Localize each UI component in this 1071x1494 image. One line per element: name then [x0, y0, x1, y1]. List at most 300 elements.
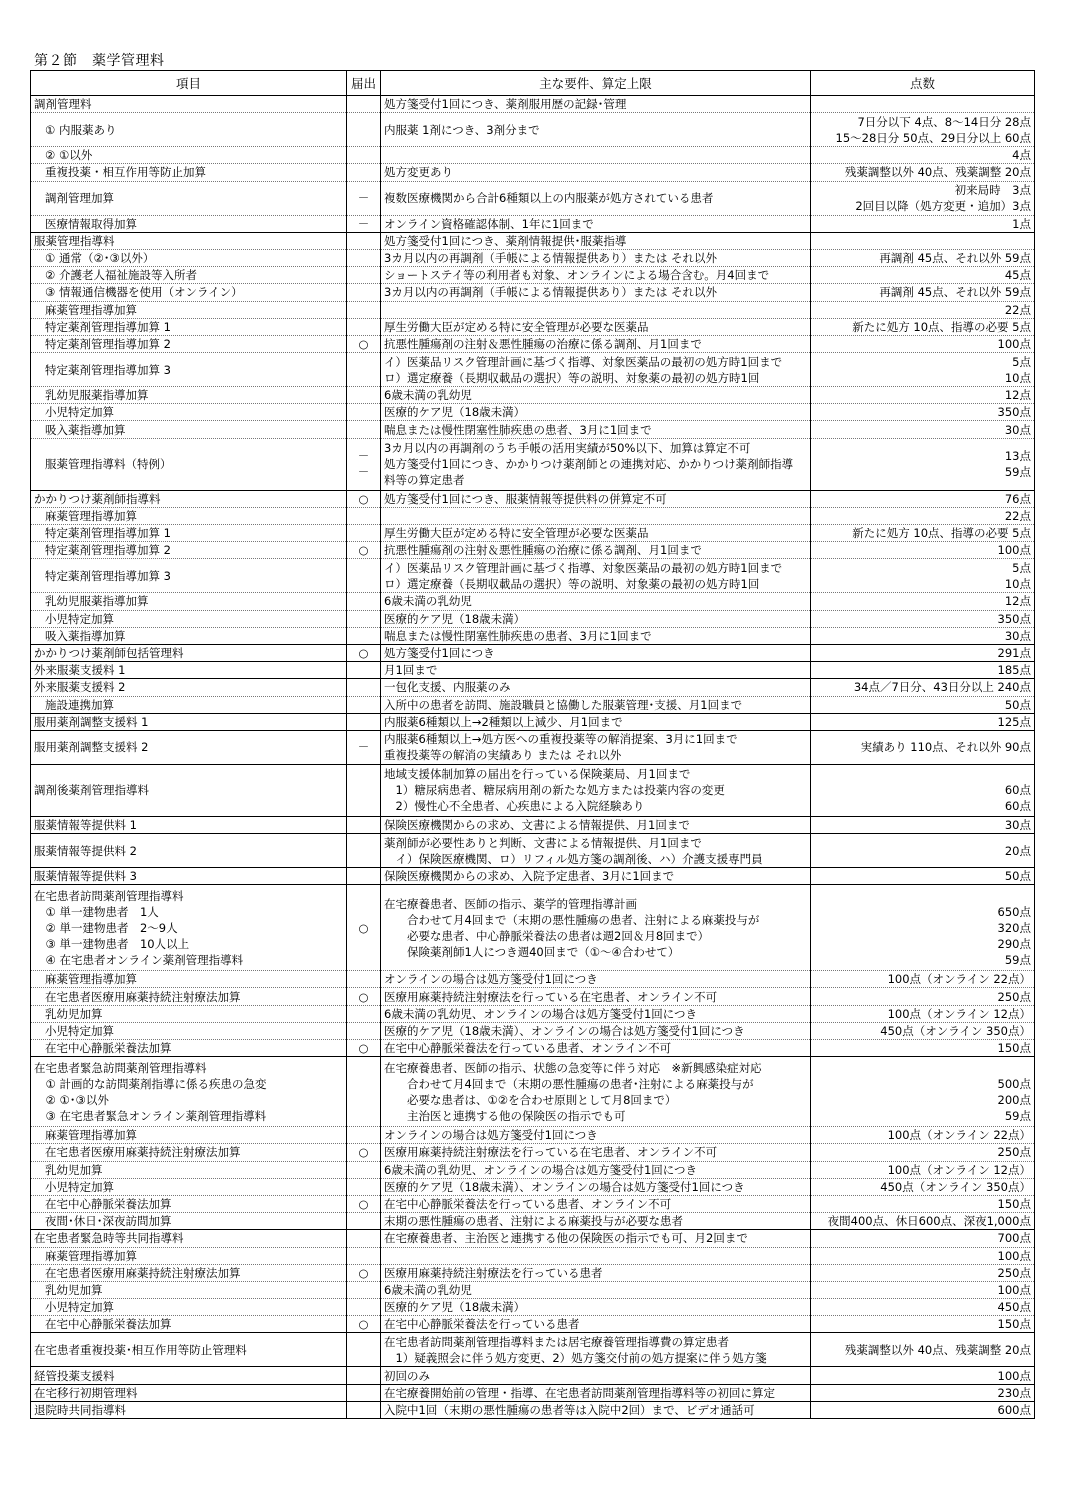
points-cell: 650点 320点 290点 59点	[811, 885, 1035, 971]
requirement-cell: 6歳未満の乳幼児	[381, 1281, 811, 1298]
points-cell: 45点	[811, 267, 1035, 284]
notify-cell	[347, 1230, 381, 1247]
table-row	[31, 284, 1035, 301]
requirement-cell: 処方箋受付1回につき、薬剤服用歴の記録･管理	[381, 96, 811, 113]
table-row	[31, 301, 1035, 318]
notify-cell	[347, 147, 381, 164]
notify-cell	[347, 387, 381, 404]
item-cell: 乳幼児加算	[31, 1005, 347, 1022]
points-cell: 76点	[811, 490, 1035, 507]
points-cell	[811, 96, 1035, 113]
item-cell: 吸入薬指導加算	[31, 421, 347, 438]
table-row	[31, 249, 1035, 266]
notify-cell	[347, 610, 381, 627]
points-cell: 100点	[811, 1281, 1035, 1298]
requirement-cell: 在宅中心静脈栄養法を行っている患者、オンライン不可	[381, 1195, 811, 1212]
table-row	[31, 147, 1035, 164]
points-cell: 再調剤 45点、それ以外 59点	[811, 249, 1035, 266]
table-row	[31, 1401, 1035, 1418]
fee-table	[30, 70, 1035, 1419]
item-cell: 乳幼児加算	[31, 1281, 347, 1298]
table-row	[31, 353, 1035, 387]
table-row	[31, 335, 1035, 352]
points-cell: 20点	[811, 834, 1035, 868]
points-cell: 残薬調整以外 40点、残薬調整 20点	[811, 1333, 1035, 1367]
requirement-cell: 3カ月以内の再調剤（手帳による情報提供あり）または それ以外	[381, 284, 811, 301]
points-cell: 初来局時 3点 2回目以降（処方変更・追加）3点	[811, 181, 1035, 215]
item-cell: 乳幼児服薬指導加算	[31, 387, 347, 404]
item-cell: 調剤後薬剤管理指導料	[31, 764, 347, 816]
notify-cell: ○	[347, 335, 381, 352]
table-row	[31, 1144, 1035, 1161]
notify-cell	[347, 1333, 381, 1367]
table-row	[31, 318, 1035, 335]
item-cell: 麻薬管理指導加算	[31, 301, 347, 318]
header-row	[31, 71, 1035, 96]
points-cell	[811, 232, 1035, 249]
notify-cell	[347, 353, 381, 387]
requirement-cell: 処方箋受付1回につき、薬剤情報提供･服薬指導	[381, 232, 811, 249]
notify-cell	[347, 971, 381, 988]
notify-cell	[347, 1384, 381, 1401]
points-cell: 250点	[811, 988, 1035, 1005]
requirement-cell: 抗悪性腫瘍剤の注射＆悪性腫瘍の治療に係る調剤、月1回まで	[381, 542, 811, 559]
table-body	[31, 96, 1035, 1419]
notify-cell	[347, 662, 381, 679]
table-row	[31, 1040, 1035, 1057]
notify-cell: －	[347, 215, 381, 232]
points-cell: 291点	[811, 644, 1035, 661]
notify-cell	[347, 1213, 381, 1230]
item-cell: 在宅患者緊急訪問薬剤管理指導料 ① 計画的な訪問薬剤指導に係る疾患の急変 ② ①･③以外 ③ 在宅患者緊急オンライン薬剤管理指導料	[31, 1057, 347, 1127]
item-cell: 特定薬剤管理指導加算 3	[31, 559, 347, 593]
requirement-cell: イ）医薬品リスク管理計画に基づく指導、対象医薬品の最初の処方時1回まで ロ）選定療養（長期収載品の選択）等の説明、対象薬の最初の処方時1回	[381, 353, 811, 387]
notify-cell	[347, 96, 381, 113]
requirement-cell: 3カ月以内の再調剤（手帳による情報提供あり）または それ以外	[381, 249, 811, 266]
table-row	[31, 764, 1035, 816]
item-cell: 特定薬剤管理指導加算 1	[31, 318, 347, 335]
item-cell: 麻薬管理指導加算	[31, 507, 347, 524]
table-row	[31, 1264, 1035, 1281]
requirement-cell: 内服薬6種類以上→処方医への重複投薬等の解消提案、3月に1回まで 重複投薬等の解消の実績あり または それ以外	[381, 730, 811, 764]
requirement-cell: 在宅患者訪問薬剤管理指導料または居宅療養管理指導費の算定患者 1）疑義照会に伴う処方変更、2）処方箋交付前の処方提案に伴う処方箋	[381, 1333, 811, 1367]
notify-cell	[347, 559, 381, 593]
item-cell: 在宅中心静脈栄養法加算	[31, 1316, 347, 1333]
points-cell: 22点	[811, 507, 1035, 524]
item-cell: 医療情報取得加算	[31, 215, 347, 232]
requirement-cell: 医療的ケア児（18歳未満）	[381, 404, 811, 421]
item-cell: 在宅患者訪問薬剤管理指導料 ① 単一建物患者 1人 ② 単一建物患者 2～9人 ③ 単一建物患者 10人以上 ④ 在宅患者オンライン薬剤管理指導料	[31, 885, 347, 971]
header-requirements: 主な要件、算定上限	[381, 71, 811, 96]
requirement-cell: 6歳未満の乳幼児、オンラインの場合は処方箋受付1回につき	[381, 1005, 811, 1022]
item-cell: 外来服薬支援料 1	[31, 662, 347, 679]
notify-cell	[347, 1367, 381, 1384]
points-cell: 185点	[811, 662, 1035, 679]
points-cell: 100点	[811, 1367, 1035, 1384]
item-cell: 特定薬剤管理指導加算 3	[31, 353, 347, 387]
item-cell: 小児特定加算	[31, 1022, 347, 1039]
item-cell: 服用薬剤調整支援料 2	[31, 730, 347, 764]
notify-cell	[347, 1022, 381, 1039]
points-cell: 500点 200点 59点	[811, 1057, 1035, 1127]
table-row	[31, 96, 1035, 113]
table-row	[31, 164, 1035, 181]
points-cell: 12点	[811, 387, 1035, 404]
requirement-cell: 一包化支援、内服薬のみ	[381, 679, 811, 696]
requirement-cell: 処方箋受付1回につき	[381, 644, 811, 661]
item-cell: 在宅患者医療用麻薬持続注射療法加算	[31, 1264, 347, 1281]
table-row	[31, 1281, 1035, 1298]
points-cell: 1点	[811, 215, 1035, 232]
requirement-cell: 在宅療養患者、医師の指示、状態の急変等に伴う対応 ※新興感染症対応 合わせて月4回まで（末期の悪性腫瘍の患者･注射による麻薬投与が 必要な患者は、①②を合わせ原則として月8回まで） 主治医と連携する他の保険医の指示でも可	[381, 1057, 811, 1127]
notify-cell	[347, 404, 381, 421]
table-row	[31, 387, 1035, 404]
table-row	[31, 525, 1035, 542]
requirement-cell: 処方箋受付1回につき、服薬情報等提供料の併算定不可	[381, 490, 811, 507]
points-cell: 残薬調整以外 40点、残薬調整 20点	[811, 164, 1035, 181]
requirement-cell: 在宅中心静脈栄養法を行っている患者、オンライン不可	[381, 1040, 811, 1057]
notify-cell	[347, 593, 381, 610]
table-row	[31, 542, 1035, 559]
table-row	[31, 181, 1035, 215]
table-row	[31, 232, 1035, 249]
item-cell: 調剤管理加算	[31, 181, 347, 215]
requirement-cell: 医療的ケア児（18歳未満）	[381, 1299, 811, 1316]
points-cell: 125点	[811, 713, 1035, 730]
table-row	[31, 696, 1035, 713]
points-cell: 250点	[811, 1144, 1035, 1161]
table-row	[31, 1247, 1035, 1264]
table-row	[31, 1195, 1035, 1212]
requirement-cell: オンラインの場合は処方箋受付1回につき	[381, 971, 811, 988]
section-title: 第２節 薬学管理料	[34, 53, 165, 69]
points-cell: 50点	[811, 868, 1035, 885]
requirement-cell: 月1回まで	[381, 662, 811, 679]
table-row	[31, 438, 1035, 490]
item-cell: 在宅患者重複投薬･相互作用等防止管理料	[31, 1333, 347, 1367]
requirement-cell: 保険医療機関からの求め、入院予定患者、3月に1回まで	[381, 868, 811, 885]
table-row	[31, 507, 1035, 524]
item-cell: 退院時共同指導料	[31, 1401, 347, 1418]
table-row	[31, 1316, 1035, 1333]
requirement-cell: 医療的ケア児（18歳未満）、オンラインの場合は処方箋受付1回につき	[381, 1178, 811, 1195]
requirement-cell: 在宅中心静脈栄養法を行っている患者	[381, 1316, 811, 1333]
notify-cell: ○	[347, 1040, 381, 1057]
notify-cell	[347, 525, 381, 542]
table-row	[31, 1178, 1035, 1195]
item-cell: 在宅移行初期管理料	[31, 1384, 347, 1401]
table-row	[31, 1005, 1035, 1022]
requirement-cell: オンラインの場合は処方箋受付1回につき	[381, 1127, 811, 1144]
points-cell: 100点（オンライン 22点）	[811, 1127, 1035, 1144]
notify-cell	[347, 1247, 381, 1264]
points-cell: 22点	[811, 301, 1035, 318]
item-cell: 乳幼児加算	[31, 1161, 347, 1178]
requirement-cell: 入所中の患者を訪問、施設職員と協働した服薬管理･支援、月1回まで	[381, 696, 811, 713]
points-cell: 新たに処方 10点、指導の必要 5点	[811, 318, 1035, 335]
item-cell: 吸入薬指導加算	[31, 627, 347, 644]
item-cell: 特定薬剤管理指導加算 2	[31, 542, 347, 559]
points-cell: 30点	[811, 421, 1035, 438]
notify-cell	[347, 1281, 381, 1298]
table-row	[31, 593, 1035, 610]
notify-cell	[347, 1127, 381, 1144]
requirement-cell: 内服薬 1剤につき、3剤分まで	[381, 113, 811, 147]
points-cell: 600点	[811, 1401, 1035, 1418]
table-row	[31, 421, 1035, 438]
item-cell: 重複投薬・相互作用等防止加算	[31, 164, 347, 181]
table-row	[31, 490, 1035, 507]
table-row	[31, 1213, 1035, 1230]
requirement-cell	[381, 147, 811, 164]
item-cell: 小児特定加算	[31, 610, 347, 627]
points-cell: 7日分以下 4点、8～14日分 28点 15～28日分 50点、29日分以上 60点	[811, 113, 1035, 147]
notify-cell	[347, 113, 381, 147]
item-cell: ③ 情報通信機器を使用（オンライン）	[31, 284, 347, 301]
table-row	[31, 113, 1035, 147]
notify-cell	[347, 301, 381, 318]
table-row	[31, 1333, 1035, 1367]
table-row	[31, 834, 1035, 868]
requirement-cell: 厚生労働大臣が定める特に安全管理が必要な医薬品	[381, 525, 811, 542]
item-cell: 服薬情報等提供料 2	[31, 834, 347, 868]
points-cell: 150点	[811, 1316, 1035, 1333]
points-cell: 夜間400点、休日600点、深夜1,000点	[811, 1213, 1035, 1230]
points-cell: 230点	[811, 1384, 1035, 1401]
points-cell: 100点	[811, 542, 1035, 559]
requirement-cell: 抗悪性腫瘍剤の注射＆悪性腫瘍の治療に係る調剤、月1回まで	[381, 335, 811, 352]
item-cell: 乳幼児服薬指導加算	[31, 593, 347, 610]
item-cell: 夜間･休日･深夜訪問加算	[31, 1213, 347, 1230]
notify-cell	[347, 267, 381, 284]
table-row	[31, 1367, 1035, 1384]
points-cell: 450点（オンライン 350点）	[811, 1022, 1035, 1039]
item-cell: 特定薬剤管理指導加算 2	[31, 335, 347, 352]
points-cell: 350点	[811, 404, 1035, 421]
points-cell: 100点	[811, 335, 1035, 352]
requirement-cell: 内服薬6種類以上→2種類以上減少、月1回まで	[381, 713, 811, 730]
item-cell: 小児特定加算	[31, 404, 347, 421]
notify-cell	[347, 1178, 381, 1195]
notify-cell: －	[347, 181, 381, 215]
requirement-cell: 喘息または慢性閉塞性肺疾患の患者、3月に1回まで	[381, 627, 811, 644]
requirement-cell: 6歳未満の乳幼児	[381, 593, 811, 610]
table-row	[31, 627, 1035, 644]
notify-cell: ○	[347, 542, 381, 559]
table-row	[31, 662, 1035, 679]
requirement-cell: 医療的ケア児（18歳未満）、オンラインの場合は処方箋受付1回につき	[381, 1022, 811, 1039]
notify-cell	[347, 318, 381, 335]
points-cell: 450点	[811, 1299, 1035, 1316]
requirement-cell: ショートステイ等の利用者も対象、オンラインによる場合含む。月4回まで	[381, 267, 811, 284]
item-cell: 服薬情報等提供料 1	[31, 816, 347, 833]
item-cell: 在宅患者緊急時等共同指導料	[31, 1230, 347, 1247]
requirement-cell: 保険医療機関からの求め、文書による情報提供、月1回まで	[381, 816, 811, 833]
table-row	[31, 1057, 1035, 1127]
notify-cell	[347, 679, 381, 696]
notify-cell	[347, 421, 381, 438]
item-cell: 調剤管理料	[31, 96, 347, 113]
notify-cell: ○	[347, 1316, 381, 1333]
requirement-cell: 末期の悪性腫瘍の患者、注射による麻薬投与が必要な患者	[381, 1213, 811, 1230]
requirement-cell	[381, 1247, 811, 1264]
item-cell: 在宅患者医療用麻薬持続注射療法加算	[31, 988, 347, 1005]
table-row	[31, 1299, 1035, 1316]
requirement-cell: 3カ月以内の再調剤のうち手帳の活用実績が50%以下、加算は算定不可 処方箋受付1回につき、かかりつけ薬剤師との連携対応、かかりつけ薬剤師指導 料等の算定患者	[381, 438, 811, 490]
points-cell: 5点 10点	[811, 353, 1035, 387]
table-row	[31, 267, 1035, 284]
points-cell: 5点 10点	[811, 559, 1035, 593]
table-row	[31, 1022, 1035, 1039]
points-cell: 34点／7日分、43日分以上 240点	[811, 679, 1035, 696]
notify-cell	[347, 249, 381, 266]
requirement-cell: 医療用麻薬持続注射療法を行っている患者	[381, 1264, 811, 1281]
item-cell: 服薬管理指導料（特例）	[31, 438, 347, 490]
item-cell: かかりつけ薬剤師指導料	[31, 490, 347, 507]
table-row	[31, 971, 1035, 988]
item-cell: ② 介護老人福祉施設等入所者	[31, 267, 347, 284]
table-row	[31, 215, 1035, 232]
notify-cell	[347, 816, 381, 833]
requirement-cell: 入院中1回（末期の悪性腫瘍の患者等は入院中2回）まで、ビデオ通話可	[381, 1401, 811, 1418]
table-row	[31, 610, 1035, 627]
points-cell: 再調剤 45点、それ以外 59点	[811, 284, 1035, 301]
table-row	[31, 816, 1035, 833]
table-row	[31, 559, 1035, 593]
requirement-cell: 医療用麻薬持続注射療法を行っている在宅患者、オンライン不可	[381, 1144, 811, 1161]
points-cell: 30点	[811, 627, 1035, 644]
item-cell: ① 通常（②･③以外）	[31, 249, 347, 266]
notify-cell	[347, 764, 381, 816]
requirement-cell: 在宅療養患者、医師の指示、薬学的管理指導計画 合わせて月4回まで（末期の悪性腫瘍の患者、注射による麻薬投与が 必要な患者、中心静脈栄養法の患者は週2回＆月8回まで） 保険薬剤師1人につき週40回まで（①～④合わせて）	[381, 885, 811, 971]
notify-cell	[347, 696, 381, 713]
notify-cell	[347, 284, 381, 301]
item-cell: 小児特定加算	[31, 1178, 347, 1195]
table-row	[31, 868, 1035, 885]
table-row	[31, 885, 1035, 971]
notify-cell	[347, 232, 381, 249]
requirement-cell: 地域支援体制加算の届出を行っている保険薬局、月1回まで 1）糖尿病患者、糖尿病用剤の新たな処方または投薬内容の変更 2）慢性心不全患者、心疾患による入院経験あり	[381, 764, 811, 816]
requirement-cell: 喘息または慢性閉塞性肺疾患の患者、3月に1回まで	[381, 421, 811, 438]
notify-cell	[347, 1005, 381, 1022]
item-cell: 在宅患者医療用麻薬持続注射療法加算	[31, 1144, 347, 1161]
points-cell: 30点	[811, 816, 1035, 833]
item-cell: 在宅中心静脈栄養法加算	[31, 1195, 347, 1212]
notify-cell: ○	[347, 644, 381, 661]
points-cell: 700点	[811, 1230, 1035, 1247]
header-notify: 届出	[347, 71, 381, 96]
requirement-cell: 6歳未満の乳幼児	[381, 387, 811, 404]
notify-cell: － －	[347, 438, 381, 490]
notify-cell	[347, 1057, 381, 1127]
points-cell: 新たに処方 10点、指導の必要 5点	[811, 525, 1035, 542]
points-cell: 250点	[811, 1264, 1035, 1281]
requirement-cell: 厚生労働大臣が定める特に安全管理が必要な医薬品	[381, 318, 811, 335]
notify-cell	[347, 868, 381, 885]
item-cell: 麻薬管理指導加算	[31, 971, 347, 988]
requirement-cell: 処方変更あり	[381, 164, 811, 181]
notify-cell: ○	[347, 490, 381, 507]
table-row	[31, 1127, 1035, 1144]
requirement-cell: 6歳未満の乳幼児、オンラインの場合は処方箋受付1回につき	[381, 1161, 811, 1178]
item-cell: 服用薬剤調整支援料 1	[31, 713, 347, 730]
table-row	[31, 1230, 1035, 1247]
notify-cell	[347, 627, 381, 644]
table-row	[31, 644, 1035, 661]
requirement-cell: イ）医薬品リスク管理計画に基づく指導、対象医薬品の最初の処方時1回まで ロ）選定療養（長期収載品の選択）等の説明、対象薬の最初の処方時1回	[381, 559, 811, 593]
points-cell: 150点	[811, 1195, 1035, 1212]
item-cell: 麻薬管理指導加算	[31, 1127, 347, 1144]
notify-cell: ○	[347, 1195, 381, 1212]
notify-cell	[347, 834, 381, 868]
requirement-cell: オンライン資格確認体制、1年に1回まで	[381, 215, 811, 232]
points-cell: 450点（オンライン 350点）	[811, 1178, 1035, 1195]
table-row	[31, 1384, 1035, 1401]
requirement-cell: 医療用麻薬持続注射療法を行っている在宅患者、オンライン不可	[381, 988, 811, 1005]
requirement-cell	[381, 301, 811, 318]
requirement-cell: 薬剤師が必要性ありと判断、文書による情報提供、月1回まで イ）保険医療機関、ロ）リフィル処方箋の調剤後、ハ）介護支援専門員	[381, 834, 811, 868]
table-row	[31, 730, 1035, 764]
notify-cell: ○	[347, 988, 381, 1005]
points-cell: 12点	[811, 593, 1035, 610]
notify-cell	[347, 713, 381, 730]
table-row	[31, 679, 1035, 696]
points-cell: 実績あり 110点、それ以外 90点	[811, 730, 1035, 764]
table-row	[31, 713, 1035, 730]
item-cell: ② ①以外	[31, 147, 347, 164]
header-item: 項目	[31, 71, 347, 96]
requirement-cell: 初回のみ	[381, 1367, 811, 1384]
item-cell: 麻薬管理指導加算	[31, 1247, 347, 1264]
requirement-cell: 医療的ケア児（18歳未満）	[381, 610, 811, 627]
notify-cell	[347, 1299, 381, 1316]
points-cell: 350点	[811, 610, 1035, 627]
item-cell: 施設連携加算	[31, 696, 347, 713]
item-cell: 服薬管理指導料	[31, 232, 347, 249]
notify-cell: ○	[347, 1144, 381, 1161]
points-cell: 100点	[811, 1247, 1035, 1264]
points-cell: 4点	[811, 147, 1035, 164]
points-cell: 50点	[811, 696, 1035, 713]
notify-cell: －	[347, 730, 381, 764]
requirement-cell	[381, 507, 811, 524]
notify-cell	[347, 1161, 381, 1178]
item-cell: 外来服薬支援料 2	[31, 679, 347, 696]
item-cell: ① 内服薬あり	[31, 113, 347, 147]
points-cell: 13点 59点	[811, 438, 1035, 490]
item-cell: 服薬情報等提供料 3	[31, 868, 347, 885]
table-row	[31, 988, 1035, 1005]
notify-cell: ○	[347, 885, 381, 971]
notify-cell	[347, 507, 381, 524]
requirement-cell: 在宅療養開始前の管理・指導、在宅患者訪問薬剤管理指導料等の初回に算定	[381, 1384, 811, 1401]
points-cell: 100点（オンライン 22点）	[811, 971, 1035, 988]
item-cell: 経管投薬支援料	[31, 1367, 347, 1384]
points-cell: 60点 60点	[811, 764, 1035, 816]
points-cell: 100点（オンライン 12点）	[811, 1161, 1035, 1178]
header-points: 点数	[811, 71, 1035, 96]
requirement-cell: 在宅療養患者、主治医と連携する他の保険医の指示でも可、月2回まで	[381, 1230, 811, 1247]
item-cell: 小児特定加算	[31, 1299, 347, 1316]
points-cell: 100点（オンライン 12点）	[811, 1005, 1035, 1022]
item-cell: 特定薬剤管理指導加算 1	[31, 525, 347, 542]
item-cell: かかりつけ薬剤師包括管理料	[31, 644, 347, 661]
notify-cell	[347, 1401, 381, 1418]
table-row	[31, 404, 1035, 421]
requirement-cell: 複数医療機関から合計6種類以上の内服薬が処方されている患者	[381, 181, 811, 215]
notify-cell: ○	[347, 1264, 381, 1281]
points-cell: 150点	[811, 1040, 1035, 1057]
